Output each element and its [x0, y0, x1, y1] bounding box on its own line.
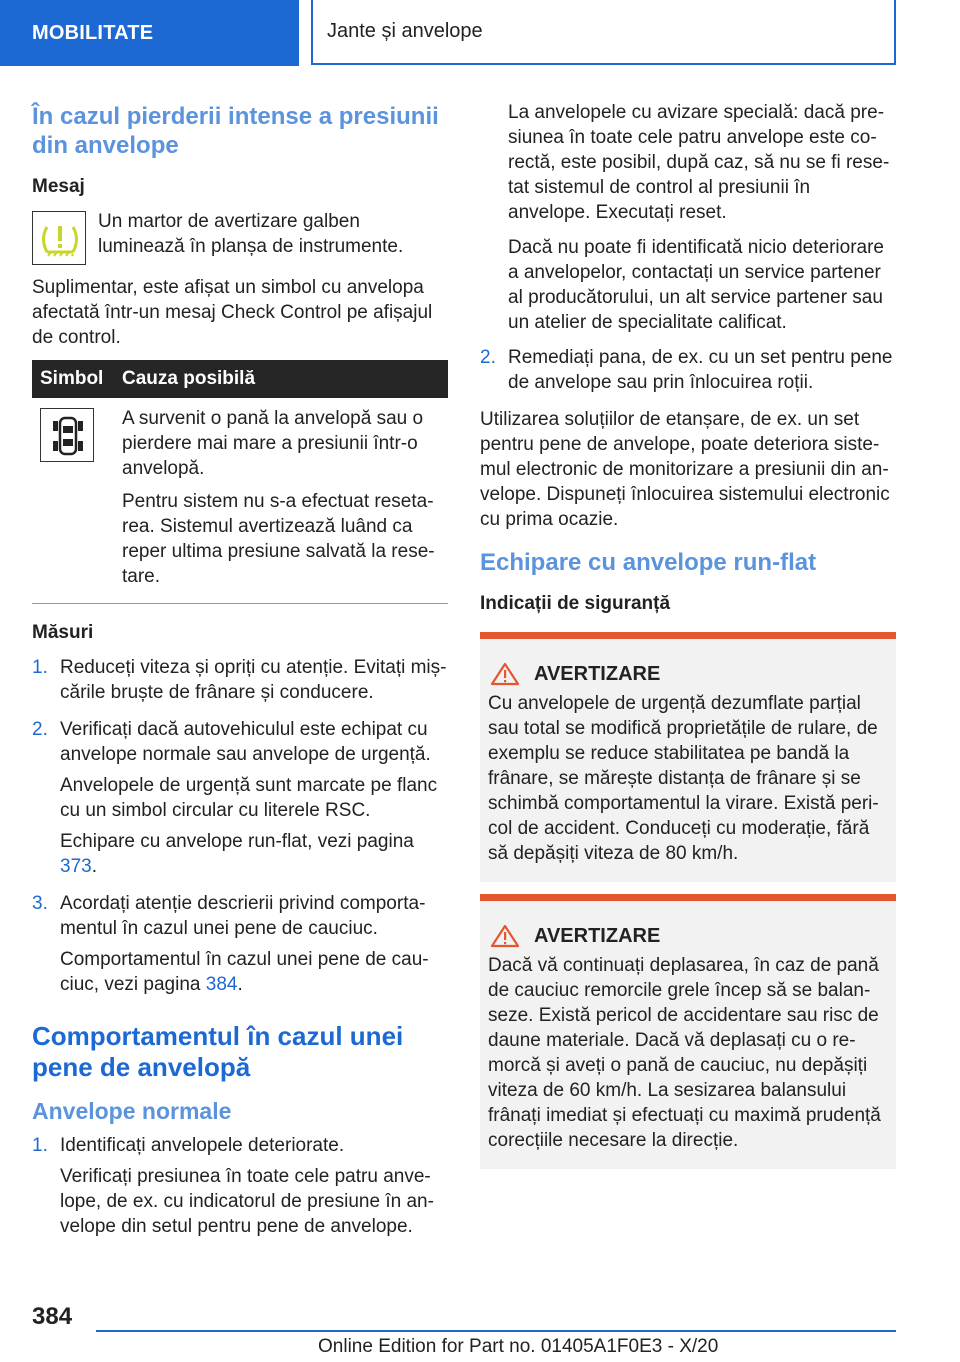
warning-box — [480, 894, 896, 1169]
list-number: 1. — [32, 1135, 48, 1156]
list-number: 2. — [32, 719, 48, 740]
list-item — [32, 1133, 448, 1245]
list-text: Verificați dacă autovehiculul este echipat cu anvelope normale sau anvelope de urgență. — [60, 719, 431, 765]
warning-title — [488, 661, 888, 687]
heading-normal-tires: Anvelope normale — [32, 1098, 232, 1124]
list-subtext-ref — [60, 829, 448, 879]
footer-divider — [96, 1330, 896, 1332]
continued-text-2: Dacă nu poate fi identificată nicio deteriorare a anvelopelor, contactați un service partener al producătorului, un alt service partener sau un atelier de specialitate calificat. — [508, 237, 885, 333]
ref-end: . — [237, 974, 243, 995]
list-number: 1. — [32, 657, 48, 678]
symbol-table — [32, 360, 448, 604]
warning-title — [488, 923, 888, 949]
table-header-cause: Cauza posibilă — [114, 360, 448, 398]
page-header — [0, 0, 960, 66]
list-item — [480, 345, 896, 401]
mesaj-text: Un martor de avertizare galben luminează în planșa de instrumente. — [98, 211, 404, 257]
edition-text: Online Edition for Part no. 01405A1F0E3 - X/20 — [318, 1336, 719, 1357]
list-subtext: Verificați presiunea în toate cele patru anvelope, de ex. cu indicatorul de presiune în anvelope din setul pentru pene de anvelope. — [60, 1166, 434, 1237]
list-text: Identificați anvelopele deteriorate. — [60, 1135, 345, 1156]
supplementary-text: Suplimentar, este afișat un simbol cu anvelopa afectată într-un mesaj Check Control pe afișajul de control. — [32, 277, 433, 348]
table-cause-2: Pentru sistem nu s-a efectuat resetarea. Sistemul avertizează luând ca reper ultima presiune salvată la resetare. — [122, 491, 435, 587]
list-item — [32, 655, 448, 711]
section-tab: MOBILITATE — [0, 0, 299, 66]
safety-label: Indicații de siguranță — [480, 593, 671, 614]
list-subtext: Anvelopele de urgență sunt marcate pe flanc cu un simbol circular cu literele RSC. — [60, 775, 438, 821]
list-number: 2. — [480, 347, 496, 368]
sealant-note: Utilizarea soluțiilor de etanșare, de ex. un set pentru pene de anvelope, poate deteriora sistemul electronic de monitorizare a presiunii din anvelope. Dispuneți înlocuirea sistemului electronic cu prima ocazie. — [480, 409, 890, 530]
message-block — [32, 209, 448, 265]
page-link-373[interactable]: 373 — [60, 856, 92, 877]
warning-title-text: AVERTIZARE — [534, 663, 661, 685]
warning-text: Dacă vă continuați deplasarea, în caz de pană de cauciuc remorcile grele încep să se balanseze. Există pericol de accidentare sau risc de daune materiale. Dacă vă deplasați cu o remorcă și aveți o pană de cauciuc, nu depășiți viteza de 60 km/h. La sesizarea balansului frânați imediat și efectuați cu maximă prudență corecțiile necesare la direcție. — [488, 955, 881, 1151]
warning-title-text: AVERTIZARE — [534, 925, 661, 947]
continued-text-1: La anvelopele cu avizare specială: dacă presiunea în toate cele patru anvelope este corectă, este posibil, după caz, să nu se fi resetat sistemul de control al presiunii în anvelope. Executați reset. — [508, 102, 890, 223]
list-item — [32, 717, 448, 885]
left-column — [32, 100, 448, 1251]
table-header-symbol: Simbol — [32, 360, 114, 398]
page-link-384[interactable]: 384 — [205, 974, 238, 995]
masuri-label: Măsuri — [32, 622, 94, 643]
warning-triangle-icon — [490, 924, 520, 948]
mesaj-label: Mesaj — [32, 176, 85, 197]
car-flat-tire-icon — [40, 408, 94, 462]
tire-pressure-warning-icon — [32, 211, 86, 265]
list-subtext-ref — [60, 947, 448, 997]
heading-pressure-loss: În cazul pierderii intense a presiunii din anvelope — [32, 103, 439, 159]
list-item — [32, 891, 448, 1003]
warning-text: Cu anvelopele de urgență dezumflate parțial sau total se modifică proprietățile de rulare, de exemplu se reduce stabilitatea pe bandă la frânare, se mărește distanța de frânare și se schimbă comportamentul la virare. Există pericol de accident. Conduceți cu moderație, fără să depășiți viteza de 80 km/h. — [488, 693, 879, 864]
list-text: Reduceți viteza și opriți cu atenție. Evitați mișcările bruște de frânare și conducere. — [60, 657, 447, 703]
chapter-title: Jante și anvelope — [311, 0, 896, 65]
heading-flat-tire-behavior: Comportamentul în cazul unei pene de anvelopă — [32, 1021, 404, 1082]
list-number: 3. — [32, 893, 48, 914]
table-row — [32, 398, 448, 604]
list-text: Remediați pana, de ex. cu un set pentru pene de anvelope sau prin înlocuirea roții. — [508, 347, 893, 393]
heading-run-flat: Echipare cu anvelope run-flat — [480, 549, 817, 576]
table-cause-1: A survenit o pană la anvelopă sau o pierdere mai mare a presiunii într-o anvelopă. — [122, 408, 424, 479]
warning-box — [480, 632, 896, 882]
ref-end: . — [91, 856, 97, 877]
list-text: Acordați atenție descrierii privind comportamentul în cazul unei pene de cauciuc. — [60, 893, 426, 939]
ref-text: Comportamentul în cazul unei pene de cauciuc, vezi pagina — [60, 949, 429, 995]
page-number: 384 — [32, 1303, 73, 1330]
ref-text: Echipare cu anvelope run-flat, vezi pagina — [60, 831, 414, 852]
right-column — [480, 100, 896, 1181]
warning-triangle-icon — [490, 662, 520, 686]
